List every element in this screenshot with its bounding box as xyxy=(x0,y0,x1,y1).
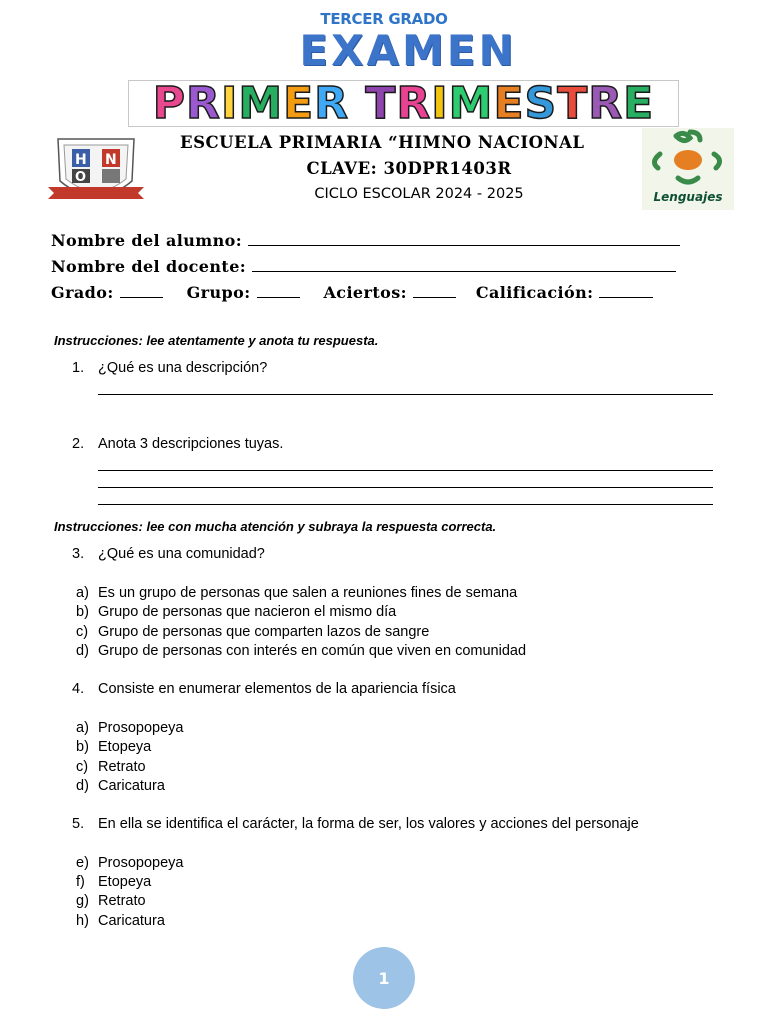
banner-letter: R xyxy=(314,80,350,127)
logo-letter-n: N xyxy=(105,152,117,168)
banner-letter: R xyxy=(186,80,221,127)
banner-letter: E xyxy=(283,80,315,127)
option-3d[interactable] xyxy=(76,643,526,659)
student-name-field[interactable] xyxy=(51,231,680,250)
banner-letter: E xyxy=(493,80,525,127)
calificacion-label: Calificación: xyxy=(475,283,594,302)
question-2 xyxy=(72,436,283,452)
lenguajes-label: Lenguajes xyxy=(653,190,723,204)
option-label: b) xyxy=(76,739,89,755)
grade-title: TERCER GRADO xyxy=(320,10,448,28)
option-4a[interactable] xyxy=(76,720,183,736)
option-text: Retrato xyxy=(98,759,146,775)
banner-letter: I xyxy=(431,80,449,127)
banner-letter: T xyxy=(365,80,397,127)
banner-letter: E xyxy=(623,80,655,127)
grade-info-row xyxy=(51,283,653,302)
question-number: 3. xyxy=(72,546,85,562)
option-text: Retrato xyxy=(98,893,146,909)
banner-letter: M xyxy=(448,80,494,127)
question-5 xyxy=(72,816,639,832)
option-3c[interactable] xyxy=(76,624,429,640)
banner-letter: T xyxy=(557,80,589,127)
banner-letter: M xyxy=(238,80,284,127)
aciertos-label: Aciertos: xyxy=(323,283,407,302)
option-3b[interactable] xyxy=(76,604,396,620)
option-label: e) xyxy=(76,855,89,871)
instructions-2: Instrucciones: lee con mucha atención y subraya la respuesta correcta. xyxy=(54,519,497,534)
option-text: Caricatura xyxy=(98,778,165,794)
option-label: h) xyxy=(76,913,89,929)
option-5e[interactable] xyxy=(76,855,183,871)
question-text: Anota 3 descripciones tuyas. xyxy=(98,436,284,452)
option-label: c) xyxy=(76,624,89,640)
page-number: 1 xyxy=(353,947,415,1009)
logo-letter-h: H xyxy=(75,152,87,168)
teacher-name-blank[interactable] xyxy=(252,270,676,272)
question-text: Consiste en enumerar elementos de la apariencia física xyxy=(98,681,456,697)
option-5g[interactable] xyxy=(76,893,146,909)
grado-label: Grado: xyxy=(51,283,114,302)
option-4c[interactable] xyxy=(76,759,146,775)
option-text: Grupo de personas que comparten lazos de sangre xyxy=(98,624,430,640)
option-4d[interactable] xyxy=(76,778,165,794)
option-4b[interactable] xyxy=(76,739,151,755)
answer-line-2a[interactable] xyxy=(98,470,713,471)
teacher-name-field[interactable] xyxy=(51,257,676,276)
lenguajes-logo xyxy=(642,128,734,210)
banner-letter: I xyxy=(220,80,239,127)
question-3 xyxy=(72,546,265,562)
option-label: f) xyxy=(76,874,85,890)
option-label: c) xyxy=(76,759,89,775)
question-4 xyxy=(72,681,456,697)
question-text: ¿Qué es una descripción? xyxy=(98,360,268,376)
banner-letter xyxy=(349,81,365,127)
grupo-label: Grupo: xyxy=(186,283,251,302)
teacher-name-label: Nombre del docente: xyxy=(51,257,247,276)
option-text: Grupo de personas que nacieron el mismo día xyxy=(98,604,397,620)
school-year: CICLO ESCOLAR 2024 - 2025 xyxy=(314,186,524,202)
option-5f[interactable] xyxy=(76,874,151,890)
option-text: Es un grupo de personas que salen a reuniones fines de semana xyxy=(98,585,518,601)
option-label: d) xyxy=(76,778,89,794)
banner-letter: S xyxy=(524,80,558,127)
trimester-banner xyxy=(128,80,679,127)
option-label: a) xyxy=(76,585,89,601)
question-number: 4. xyxy=(72,681,85,697)
banner-letter: R xyxy=(588,80,624,127)
option-label: d) xyxy=(76,643,89,659)
option-text: Caricatura xyxy=(98,913,165,929)
question-number: 2. xyxy=(72,436,85,452)
option-label: a) xyxy=(76,720,89,736)
grupo-blank[interactable] xyxy=(257,296,300,298)
instructions-1: Instrucciones: lee atentamente y anota tu respuesta. xyxy=(54,333,379,348)
option-3a[interactable] xyxy=(76,585,517,601)
answer-line-2b[interactable] xyxy=(98,487,713,488)
grado-blank[interactable] xyxy=(120,296,163,298)
answer-line-2c[interactable] xyxy=(98,504,713,505)
banner-text xyxy=(153,81,654,127)
question-1 xyxy=(72,360,267,376)
student-name-blank[interactable] xyxy=(248,244,680,246)
school-name: ESCUELA PRIMARIA “HIMNO NACIONAL xyxy=(180,133,585,152)
question-text: En ella se identifica el carácter, la forma de ser, los valores y acciones del personaje xyxy=(98,816,639,832)
option-text: Prosopopeya xyxy=(98,855,184,871)
exam-title: EXAMEN xyxy=(299,26,517,75)
option-label: b) xyxy=(76,604,89,620)
banner-letter: R xyxy=(396,80,432,127)
school-code: CLAVE: 30DPR1403R xyxy=(306,159,512,178)
option-label: g) xyxy=(76,893,89,909)
option-text: Etopeya xyxy=(98,739,152,755)
answer-line-1[interactable] xyxy=(98,394,713,395)
calificacion-blank[interactable] xyxy=(599,296,653,298)
banner-letter: P xyxy=(152,80,187,127)
logo-letter-o: O xyxy=(75,170,87,185)
student-name-label: Nombre del alumno: xyxy=(51,231,243,250)
option-5h[interactable] xyxy=(76,913,165,929)
option-text: Grupo de personas con interés en común que viven en comunidad xyxy=(98,643,527,659)
option-text: Etopeya xyxy=(98,874,152,890)
question-number: 5. xyxy=(72,816,85,832)
aciertos-blank[interactable] xyxy=(413,296,456,298)
question-text: ¿Qué es una comunidad? xyxy=(98,546,265,562)
option-text: Prosopopeya xyxy=(98,720,184,736)
question-number: 1. xyxy=(72,360,85,376)
